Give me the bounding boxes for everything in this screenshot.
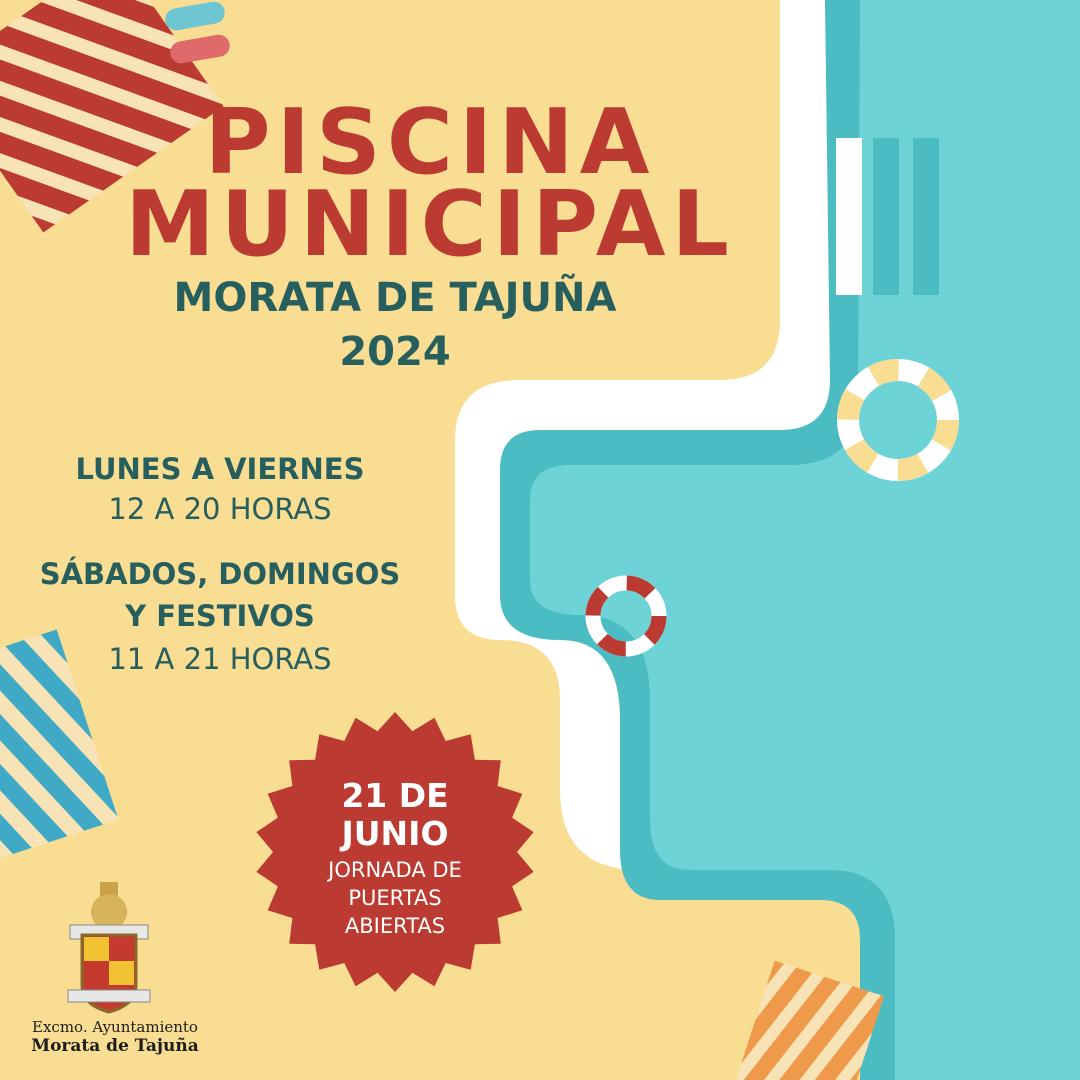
subtitle-year: 2024 xyxy=(339,329,451,375)
logo-text-line-2: Morata de Tajuña xyxy=(31,1036,199,1056)
badge-event-3: ABIERTAS xyxy=(344,914,446,938)
schedule-weekend-label-2: Y FESTIVOS xyxy=(125,599,315,633)
coat-of-arms-logo xyxy=(68,882,150,1012)
title-line-1: PISCINA xyxy=(204,90,656,195)
subtitle-place: MORATA DE TAJUÑA xyxy=(173,275,617,321)
schedule-weekdays-hours: 12 A 20 HORAS xyxy=(108,492,332,526)
badge-event-2: PUERTAS xyxy=(348,886,442,910)
badge-date-1: 21 DE xyxy=(341,776,449,815)
schedule-weekdays-label: LUNES A VIERNES xyxy=(75,452,365,486)
title-line-2: MUNICIPAL xyxy=(125,172,735,277)
schedule-weekend-hours: 11 A 21 HORAS xyxy=(108,642,332,676)
flip-flops-icon xyxy=(164,0,232,65)
badge-event-1: JORNADA DE xyxy=(328,858,462,882)
badge-date-2: JUNIO xyxy=(341,814,449,853)
schedule-weekend-label-1: SÁBADOS, DOMINGOS xyxy=(39,557,401,591)
logo-text-line-1: Excmo. Ayuntamiento xyxy=(32,1018,198,1036)
